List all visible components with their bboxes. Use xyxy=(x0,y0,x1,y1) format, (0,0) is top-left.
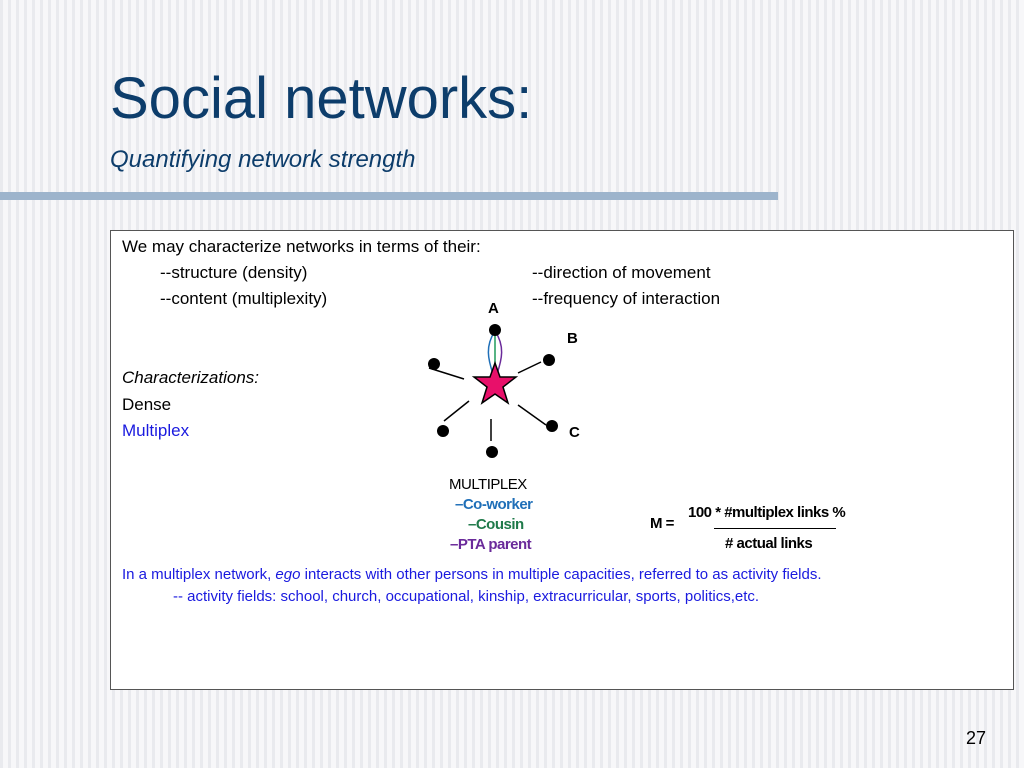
description-part-2: interacts with other persons in multiple capacities, referred to as activity fields. xyxy=(300,566,822,583)
characterizations-label: Characterizations: xyxy=(122,368,260,387)
relation-pta-parent: –PTA parent xyxy=(450,536,532,553)
relation-coworker: –Co-worker xyxy=(455,496,533,513)
description-part-1: In a multiplex network, xyxy=(122,566,276,583)
multiplex-title: MULTIPLEX xyxy=(449,476,527,493)
node-c-label: C xyxy=(569,424,580,441)
formula-denominator: # actual links xyxy=(725,535,813,552)
slide-subtitle: Quantifying network strength xyxy=(110,146,416,173)
title-divider xyxy=(0,192,778,200)
content-box xyxy=(110,230,1014,690)
relation-cousin: –Cousin xyxy=(468,516,524,533)
description-ego: ego xyxy=(275,566,301,583)
ego-star-node xyxy=(474,363,516,403)
node-b-label: B xyxy=(567,330,578,347)
activity-fields-text: -- activity fields: school, church, occupational, kinship, extracurricular, sports, politics,etc. xyxy=(173,588,760,605)
dense-label: Dense xyxy=(122,395,172,414)
node-b xyxy=(543,354,555,366)
formula-lhs: M = xyxy=(650,515,674,532)
node-a xyxy=(489,324,501,336)
criterion-frequency: --frequency of interaction xyxy=(532,289,721,308)
node-left-lower xyxy=(437,425,449,437)
criterion-direction: --direction of movement xyxy=(532,263,711,282)
multiplex-label: Multiplex xyxy=(122,421,190,440)
node-a-label: A xyxy=(488,300,499,317)
criterion-content: --content (multiplexity) xyxy=(160,289,328,308)
node-left-upper xyxy=(428,358,440,370)
edge-node-c xyxy=(518,405,546,425)
intro-text: We may characterize networks in terms of their: xyxy=(122,237,481,256)
criterion-structure: --structure (density) xyxy=(160,263,308,282)
edge-left-lower xyxy=(444,401,469,421)
slide-title: Social networks: xyxy=(110,66,533,131)
formula-fraction-bar xyxy=(714,528,836,529)
network-diagram xyxy=(111,231,1013,689)
node-bottom xyxy=(486,446,498,458)
edge-node-b xyxy=(518,362,541,373)
page-number: 27 xyxy=(966,728,987,748)
node-c xyxy=(546,420,558,432)
formula-numerator: 100 * #multiplex links % xyxy=(688,504,846,521)
multiplex-description xyxy=(122,566,822,583)
